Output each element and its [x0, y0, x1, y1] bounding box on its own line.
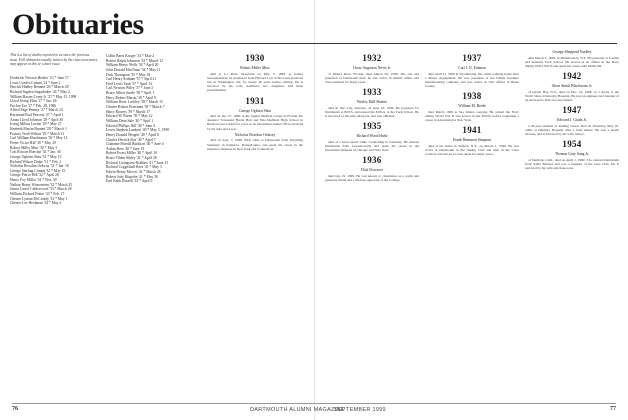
obituary-name: Wesley Hall Beattie — [356, 100, 388, 105]
obituary-name: Dick Dowsoer — [360, 168, 384, 173]
class-year-heading: 1937 — [462, 53, 482, 63]
obituary-text: died March 5, 1999, in Mamaroneck, N.Y. He prepared at Loomis and attended Tuck School. He served as an officer in the Navy during World War II and spent his career with Mobil Oil. — [525, 55, 619, 68]
obituary-name: Robert Miller Murr — [240, 66, 270, 70]
death-list-entry: Henry Donald Weigert '40 * April 8 — [106, 132, 159, 137]
obituary-text: died in Sun City, Arizona, on June 16, 1999. He prepared for Dartmouth at B.H.S. and earned his M.B.A. at the Tuck School. He is survived by his wife, Marjorie, and four children. — [325, 105, 419, 119]
obituary-name: Oscar Augustus Nevis Jr. — [352, 66, 392, 70]
death-list-entry: Robert Jody Hogrebe '41 * May 30 — [106, 174, 158, 179]
death-list-entry: Charles Herrick Roe '40 * April 7 — [106, 137, 156, 142]
death-list-entry: Frederick Newton Heisler '23 * June 17 — [10, 76, 69, 80]
death-list-entry: George Sterling Conant '32 * May 19 — [10, 168, 66, 173]
intro-note: This is a list of deaths reported to us since the previous issue. Full obituaries usually written by the class secretaries, may appear in this or a later issue. — [10, 53, 98, 67]
death-list-entry: Edward Phillips Nill '40 * June 4 — [106, 123, 155, 128]
obituary-column-1 — [207, 50, 303, 402]
death-list-entry: Francis Verdi Wilson '29 * March 31 — [10, 131, 65, 136]
death-list-entry: Bruce Albert Steele '38 * April 1 — [106, 91, 155, 96]
death-list-entry: Alfred Page Penney '27 * March 23 — [10, 108, 63, 113]
death-list-entry: Grahame Morrill Burkhart '40 * June 4 — [106, 142, 164, 147]
death-list-entry: Edwin Henry Mercer '41 * March 28 — [106, 170, 161, 175]
obituary-text: died Jan. 19, 1999. He was known to classmates as a warm and generous friend and a lifelong supporter of the College. — [325, 173, 419, 183]
obituary-name: Nicholas Bowdon Ordway — [234, 132, 276, 137]
death-list-entry: Charles Robert Peterman '38 * March 7 — [106, 105, 165, 110]
death-list-entry: Herrick Hadley Bennett '26 * March 28 — [10, 85, 69, 90]
obituary-text: a 26-year resident of Rolling Green, died on Thursday, May 20, 1999, at Danbury Hospital after a brief illness. He was a patent attorney and is survived by his wife, Nancy. — [525, 123, 619, 137]
class-year-heading: 1932 — [362, 53, 382, 63]
class-year-heading: 1931 — [245, 95, 265, 106]
class-year-heading: 1936 — [362, 155, 382, 166]
death-list-entry: Nathan Henry Wisnomsen '32 * March 25 — [10, 182, 73, 187]
death-list-entry: Earl Keith Russell '42 * April 9 — [106, 179, 153, 184]
death-list-entry: Harry Robert Martin '38 * April 9 — [106, 95, 156, 100]
obituary-text: died April 21, 1999 in Wyomissing, PA, while walking home after a dinner engagement. He was president of the family furniture manufacturing company and was active in civic affairs in Berks County. — [425, 71, 519, 89]
death-list-entry: Richard Livingston Robbins '41 * June 15 — [106, 160, 169, 165]
death-list-entry: George Ogburn Shea '31 * May 13 — [10, 154, 62, 159]
death-list-entry: William Bone Lockley '38 * March 15 — [106, 100, 163, 105]
death-list-entry: William Pickard Fisher '33 * Feb. 27 — [10, 192, 65, 197]
death-list-entry: Arthur Ross '40 * June 19 — [106, 146, 145, 151]
class-year-heading: 1935 — [362, 121, 382, 132]
right-page — [314, 0, 628, 420]
page-number-right: 77 — [610, 406, 616, 412]
obituary-text: died at his home in Suffern, N.Y., on March 1, 1999. He was active at Dartmouth in the Outing Club and later in the Class Council, and served as class agent for many years. — [425, 143, 519, 157]
footer-rule — [12, 403, 616, 404]
death-list-entry: Harry Bowers '39 * March 17 — [106, 109, 150, 114]
death-list-entry: Chester Lyman McCready '33 * May 1 — [10, 196, 68, 201]
footer-magazine-name: DARTMOUTH ALUMNI MAGAZINE — [250, 407, 345, 413]
death-list-entry: Fred Lewis Taub '37 * April 13 — [106, 81, 153, 86]
death-list-entry: Carl William Hutchinson '30 * May 13 — [10, 136, 68, 141]
death-list-entry: Carl Henry Erdman '37 * April 21 — [106, 77, 157, 82]
death-list-entry: John Donald MacNaun '34 * May 11 — [106, 67, 161, 72]
death-list-entry: Richard Sugden Sugarbaker '26 * May 2 — [10, 89, 70, 94]
death-list-entry: Richard Coggeshall Rees '41 * May 3 — [106, 165, 162, 170]
class-year-heading: 1938 — [462, 91, 482, 102]
death-list-entry: Lewis Stephen Lambert '40 * May 5, 1998 — [106, 128, 169, 133]
obituary-name: Alton Smith Blackstone Jr. — [551, 84, 593, 89]
obituary-name: Carl L.N. Erdman — [458, 66, 486, 70]
obituary-column-3 — [425, 50, 519, 402]
page-number-left: 76 — [12, 406, 18, 412]
obituary-column-4 — [525, 50, 619, 402]
class-year-heading: 1941 — [462, 125, 482, 136]
death-list-entry: Pai Jen Tao '27 * Feb. 28, 1996 — [10, 103, 57, 108]
class-year-heading: 1947 — [562, 105, 582, 116]
obituary-name: Frank Hammon Simpson — [452, 138, 492, 143]
death-list-entry: William Henry Wells '34 * April 20 — [106, 63, 159, 68]
obituary-name: George Ogburn Shea — [239, 108, 271, 113]
obituary-text: died of a heart attack while vacationing in Germany. He entered Dartmouth from Lawrenceville and spent his career in the investment business in Chicago and New York. — [325, 139, 419, 153]
death-list-entry: Bruce Tilden Sibley '41 * April 28 — [106, 156, 157, 161]
obituary-name: Thomas Gray Sung Jr. — [555, 152, 589, 157]
class-year-heading: 1942 — [562, 71, 582, 82]
death-list-entry: Dick Thompson '35 * May 19 — [106, 72, 151, 77]
death-list-entry: Nicholas Bowdon Ordway '31 * Jan. 18 — [10, 164, 69, 169]
obituary-name: George Sheppard Yardley — [552, 50, 592, 54]
death-list-entry: Louis Cowles Conant '24 * June 2 — [10, 80, 61, 85]
obituary-text: died on Jan. 27, 1999, at the Jupiter Medical Center in Florida. He attended Townsend Harris Hall and Yale-Sheffield High School in Hartford and worked for years as an investment banker. He is survived by his wife and a son. — [207, 114, 303, 131]
page-title: Obituaries — [12, 8, 144, 41]
death-list-entry: Kenneth Martin Burnett '29 * March 1 — [10, 127, 67, 132]
death-list-entry: Carl Newton Wiley '37 * June 2 — [106, 86, 154, 91]
death-list-entry: James Carrol Calderwood '33 * March 28 — [10, 187, 72, 192]
death-list-entry: Irving Milton Lavine '29 * May 27 — [10, 122, 62, 127]
death-list-entry: Raymond Paul Peuvost '27 * April 1 — [10, 113, 64, 118]
death-list-entry: William Baxter Crane Jr. '27 * May 15, 1998 — [10, 94, 77, 99]
obituary-text: of Oyster Bay, N.Y., died on Dec. 16, 1998, of a stroke at the North Shore University Hospital. He was an engineer and founder of an electronics firm on Long Island. — [525, 89, 619, 103]
obituary-text: died March 1999 at Sea Island, Georgia. He joined the Navy during World War II and served in the Pacific before beginning a career in advertising in New York. — [425, 109, 519, 123]
death-list-entry: William Dean Sale '40 * April 1 — [106, 118, 154, 123]
footer-issue-date: SEPTEMBER 1999 — [334, 407, 386, 413]
class-year-heading: 1930 — [245, 53, 265, 63]
death-list-entry: Collin Bates Kroger '34 * May 2 — [106, 54, 155, 58]
class-year-heading: 1933 — [362, 87, 382, 98]
death-list-entry: Arnzo Lloyd Johnson '29 * April 30 — [10, 117, 64, 122]
obituary-name: William M. Brede — [458, 104, 486, 109]
death-list-entry: Richard Wilson Drake '31 * Feb. 2 — [10, 159, 62, 164]
death-list-entry: George Pierce Hill '32 * April 28 — [10, 173, 59, 178]
death-list-entry: Pierre Victor Hill '30 * May 29 — [10, 140, 56, 145]
death-list-column-1 — [10, 76, 102, 206]
obituary-text: died on Sept. 7, 1998. Nick came to Dartmouth from Wyoming Seminary in Kingston, Pennsylvania, and spent his career in the insurance business in New York and Connecticut. — [207, 138, 303, 151]
death-list-entry: Edward W. Burns '39 * May 12 — [106, 114, 153, 119]
obituary-text: died at La Plata, Maryland on May 5, 1999. A former newspaperman, he graduated from Harvard Law School and practiced law in Washington, DC for nearly 40 years before retiring. He is survived by his wife, Kathleen, two daughters and three grandchildren. — [207, 71, 303, 93]
class-year-heading: 1954 — [562, 139, 582, 150]
death-list-entry: Lloyd Irving Elias '27 * Jan. 26 — [10, 99, 57, 104]
death-list-entry: Coit Roscoe Hoechst '31 * Jan. 30 — [10, 150, 61, 155]
header-rule — [12, 43, 617, 44]
death-list-column-2 — [106, 54, 198, 184]
obituary-text: of Vermont, Calif., died on April 1, 1999. T.G. entered Dartmouth from Santa Barbara and was a member of the Glee Club. He is survived by his wife and three sons. — [525, 157, 619, 171]
obituary-column-2 — [325, 50, 419, 402]
obituary-name: Richard Wood Hube — [356, 134, 388, 139]
death-list-entry: Robert Ralph Johnston '34 * March 12 — [106, 58, 163, 63]
death-list-entry: Robert Miller Murr '30 * May 5 — [10, 145, 58, 150]
death-list-entry: Robert Ewert Miller '40 * April 10 — [106, 151, 158, 156]
obituary-text: of Mount Dora, Florida, died March 26, 1999. The son and grandson of Dartmouth men, he was active in alumni affairs and class reunions for many years. — [325, 71, 419, 84]
death-list-entry: Chester Lee Heckman '34 * May 2 — [10, 201, 62, 206]
obituary-name: Edward J. Guida Jr. — [557, 118, 587, 123]
death-list-entry: Henry Foy Millot '32 * Nov. 30 — [10, 178, 57, 183]
